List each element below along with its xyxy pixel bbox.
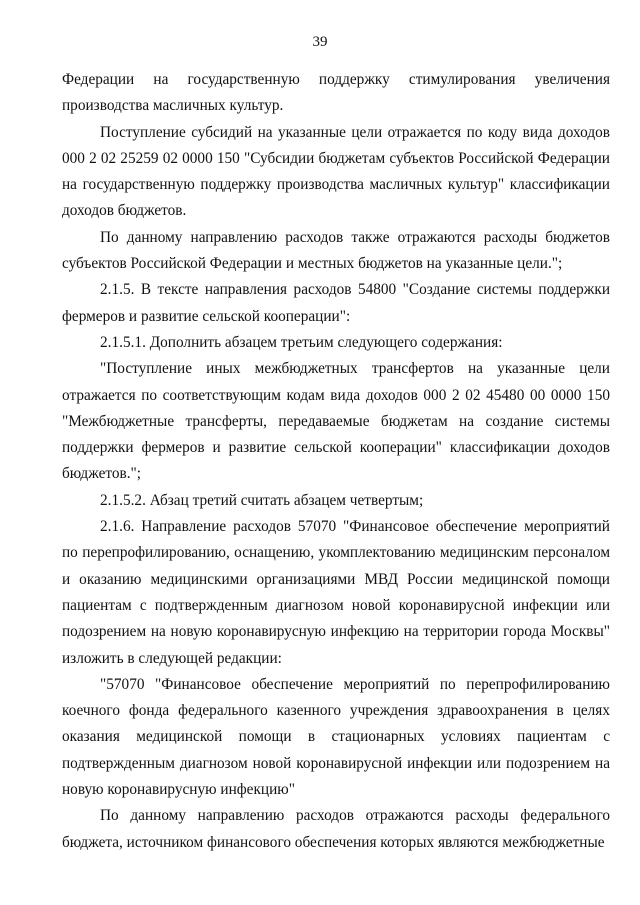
document-body <box>62 67 610 856</box>
paragraph-5: 2.1.5.1. Дополнить абзацем третьим следующего содержания: <box>100 333 503 351</box>
paragraph-7: 2.1.5.2. Абзац третий считать абзацем четвертым; <box>100 491 424 509</box>
paragraph-10: По данному направлению расходов отражаются расходы федерального бюджета, источником финансового обеспечения которых являются межбюджетные <box>62 807 610 851</box>
paragraph-6: "Поступление иных межбюджетных трансфертов на указанные цели отражается по соответствующим кодам вида доходов 000 2 02 45480 00 0000 150 "Межбюджетные трансферты, передаваемые бюджетам на создание системы поддержки фермеров и развитие сельской кооперации" классификации доходов бюджетов."; <box>62 360 610 483</box>
paragraph-2: Поступление субсидий на указанные цели отражается по коду вида доходов 000 2 02 25259 02 0000 150 "Субсидии бюджетам субъектов Российской Федерации на государственную поддержку производства масличных культур" классификации доходов бюджетов. <box>62 123 610 220</box>
paragraph-4: 2.1.5. В тексте направления расходов 54800 "Создание системы поддержки фермеров и развитие сельской кооперации": <box>62 281 610 325</box>
page-number: 39 <box>312 34 328 50</box>
paragraph-1: Федерации на государственную поддержку стимулирования увеличения производства масличных культур. <box>62 71 610 115</box>
paragraph-3: По данному направлению расходов также отражаются расходы бюджетов субъектов Российской Федерации и местных бюджетов на указанные цели."; <box>62 228 610 273</box>
paragraph-9: "57070 "Финансовое обеспечение мероприятий по перепрофилированию коечного фонда федерального казенного учреждения здравоохранения в целях оказания медицинской помощи в стационарных условиях пациентам с подтвержденным диагнозом новой коронавирусной инфекции или подозрением на новую коронавирусную инфекцию" <box>62 675 610 799</box>
paragraph-8: 2.1.6. Направление расходов 57070 "Финансовое обеспечение мероприятий по перепрофилированию, оснащению, укомплектованию медицинским персоналом и оказанию медицинскими организациями МВД России медицинской помощи пациентам с подтвержденным диагнозом новой коронавирусной инфекции или подозрением на новую коронавирусную инфекцию на территории города Москвы" изложить в следующей редакции: <box>62 518 610 667</box>
